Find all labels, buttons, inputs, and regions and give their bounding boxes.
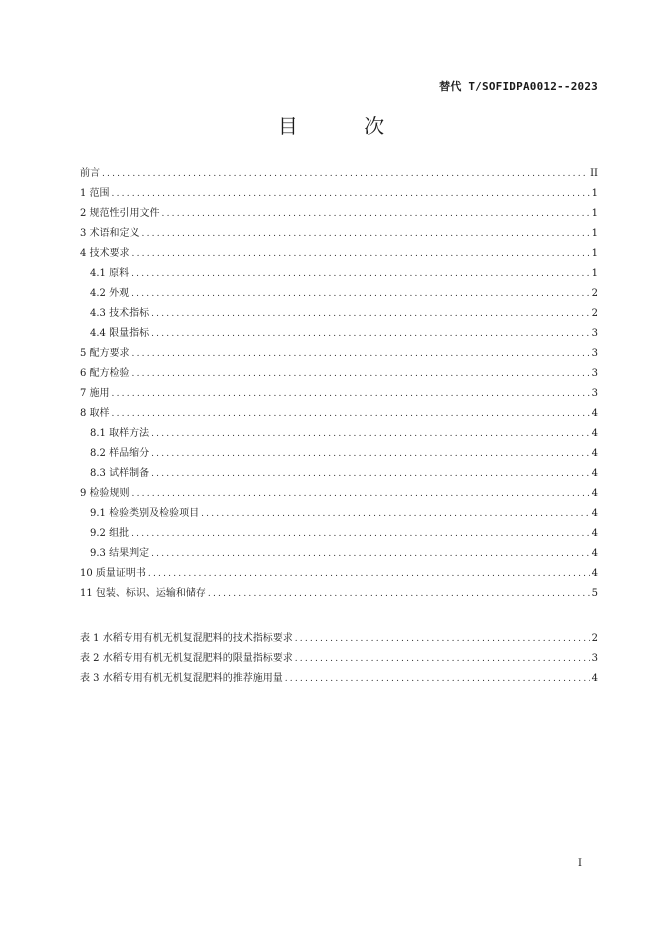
dot-leader (112, 384, 590, 404)
toc-entry-label: 11 包装、标识、运输和储存 (80, 588, 206, 599)
toc-entry-page: 1 (591, 208, 598, 219)
toc-entry[interactable] (80, 544, 598, 564)
toc-entry[interactable] (80, 564, 598, 584)
dot-leader (131, 524, 590, 544)
toc-entry[interactable] (80, 304, 598, 324)
dot-leader (151, 464, 590, 484)
toc-entry[interactable] (80, 404, 598, 424)
dot-leader (162, 204, 590, 224)
toc-entry-label: 5 配方要求 (80, 348, 130, 359)
toc-entry-page: 4 (591, 488, 598, 499)
toc-entry-page: 4 (591, 448, 598, 459)
toc-entry-page: 4 (591, 408, 598, 419)
toc-entry[interactable] (80, 364, 598, 384)
dot-leader (151, 444, 590, 464)
toc-entry-label: 8.2 样品缩分 (90, 448, 150, 459)
dot-leader (132, 344, 590, 364)
toc-entry-label: 9.3 结果判定 (90, 548, 150, 559)
toc-entry[interactable] (80, 524, 598, 544)
toc-entry-page: 4 (591, 548, 598, 559)
toc-entry-page: 4 (591, 428, 598, 439)
toc-entry[interactable] (80, 424, 598, 444)
page-title: 目 次 (277, 114, 415, 138)
toc-entry-label: 9.1 检验类别及检验项目 (90, 508, 200, 519)
dot-leader (208, 584, 590, 604)
toc-entry-page: 1 (591, 188, 598, 199)
toc-entry-page: II (590, 168, 598, 179)
toc-entry-label: 3 术语和定义 (80, 228, 140, 239)
dot-leader (131, 264, 590, 284)
toc-entry[interactable] (80, 384, 598, 404)
dot-leader (295, 629, 590, 649)
dot-leader (131, 284, 590, 304)
toc-entry-page: 3 (591, 348, 598, 359)
toc-entry[interactable] (80, 164, 598, 184)
dot-leader (148, 564, 590, 584)
dot-leader (151, 304, 590, 324)
toc-entry-page: 4 (591, 508, 598, 519)
list-of-tables (80, 629, 598, 689)
table-list-entry-label: 表 3 水稻专用有机无机复混肥料的推荐施用量 (80, 673, 283, 684)
toc-entry[interactable] (80, 204, 598, 224)
toc-entry-page: 3 (591, 368, 598, 379)
toc-entry[interactable] (80, 244, 598, 264)
dot-leader (112, 184, 590, 204)
toc-entry-label: 1 范围 (80, 188, 110, 199)
toc-entry[interactable] (80, 224, 598, 244)
toc-entry[interactable] (80, 184, 598, 204)
toc-entry-page: 4 (591, 568, 598, 579)
toc-entry-page: 4 (591, 468, 598, 479)
toc-entry[interactable] (80, 284, 598, 304)
toc-entry-label: 8.1 取样方法 (90, 428, 150, 439)
toc-entry-label: 前言 (80, 168, 100, 179)
toc-entry-label: 7 施用 (80, 388, 110, 399)
toc-entry[interactable] (80, 344, 598, 364)
table-list-entry[interactable] (80, 629, 598, 649)
table-of-contents (80, 164, 598, 604)
toc-entry-label: 6 配方检验 (80, 368, 130, 379)
toc-entry-page: 4 (591, 528, 598, 539)
toc-entry[interactable] (80, 464, 598, 484)
toc-entry-label: 4.3 技术指标 (90, 308, 150, 319)
toc-entry-label: 4 技术要求 (80, 248, 130, 259)
toc-entry[interactable] (80, 484, 598, 504)
toc-entry-label: 8.3 试样制备 (90, 468, 150, 479)
toc-entry-page: 1 (591, 228, 598, 239)
table-list-entry-label: 表 1 水稻专用有机无机复混肥料的技术指标要求 (80, 633, 293, 644)
toc-entry-page: 2 (591, 308, 598, 319)
dot-leader (151, 424, 590, 444)
toc-entry[interactable] (80, 324, 598, 344)
page-number: I (578, 858, 582, 869)
dot-leader (102, 164, 588, 184)
toc-entry-label: 10 质量证明书 (80, 568, 146, 579)
standard-code: 替代 T/SOFIDPA0012--2023 (439, 80, 598, 93)
toc-entry-label: 9 检验规则 (80, 488, 130, 499)
dot-leader (151, 324, 590, 344)
toc-entry[interactable] (80, 584, 598, 604)
toc-entry[interactable] (80, 264, 598, 284)
dot-leader (132, 244, 590, 264)
dot-leader (132, 484, 590, 504)
table-list-entry[interactable] (80, 669, 598, 689)
toc-entry-page: 1 (591, 268, 598, 279)
toc-entry-label: 4.2 外观 (90, 288, 130, 299)
toc-entry-page: 3 (591, 388, 598, 399)
table-list-entry[interactable] (80, 649, 598, 669)
toc-entry-label: 8 取样 (80, 408, 110, 419)
table-list-entry-page: 2 (591, 633, 598, 644)
dot-leader (201, 504, 590, 524)
dot-leader (151, 544, 590, 564)
toc-entry[interactable] (80, 444, 598, 464)
dot-leader (295, 649, 590, 669)
toc-entry[interactable] (80, 504, 598, 524)
toc-entry-label: 4.4 限量指标 (90, 328, 150, 339)
dot-leader (142, 224, 590, 244)
table-list-entry-page: 3 (591, 653, 598, 664)
toc-entry-page: 1 (591, 248, 598, 259)
toc-entry-page: 3 (591, 328, 598, 339)
toc-entry-label: 4.1 原料 (90, 268, 130, 279)
toc-entry-page: 2 (591, 288, 598, 299)
toc-entry-label: 2 规范性引用文件 (80, 208, 160, 219)
dot-leader (285, 669, 590, 689)
toc-entry-page: 5 (591, 588, 598, 599)
table-list-entry-page: 4 (591, 673, 598, 684)
dot-leader (112, 404, 590, 424)
dot-leader (132, 364, 590, 384)
toc-entry-label: 9.2 组批 (90, 528, 130, 539)
table-list-entry-label: 表 2 水稻专用有机无机复混肥料的限量指标要求 (80, 653, 293, 664)
